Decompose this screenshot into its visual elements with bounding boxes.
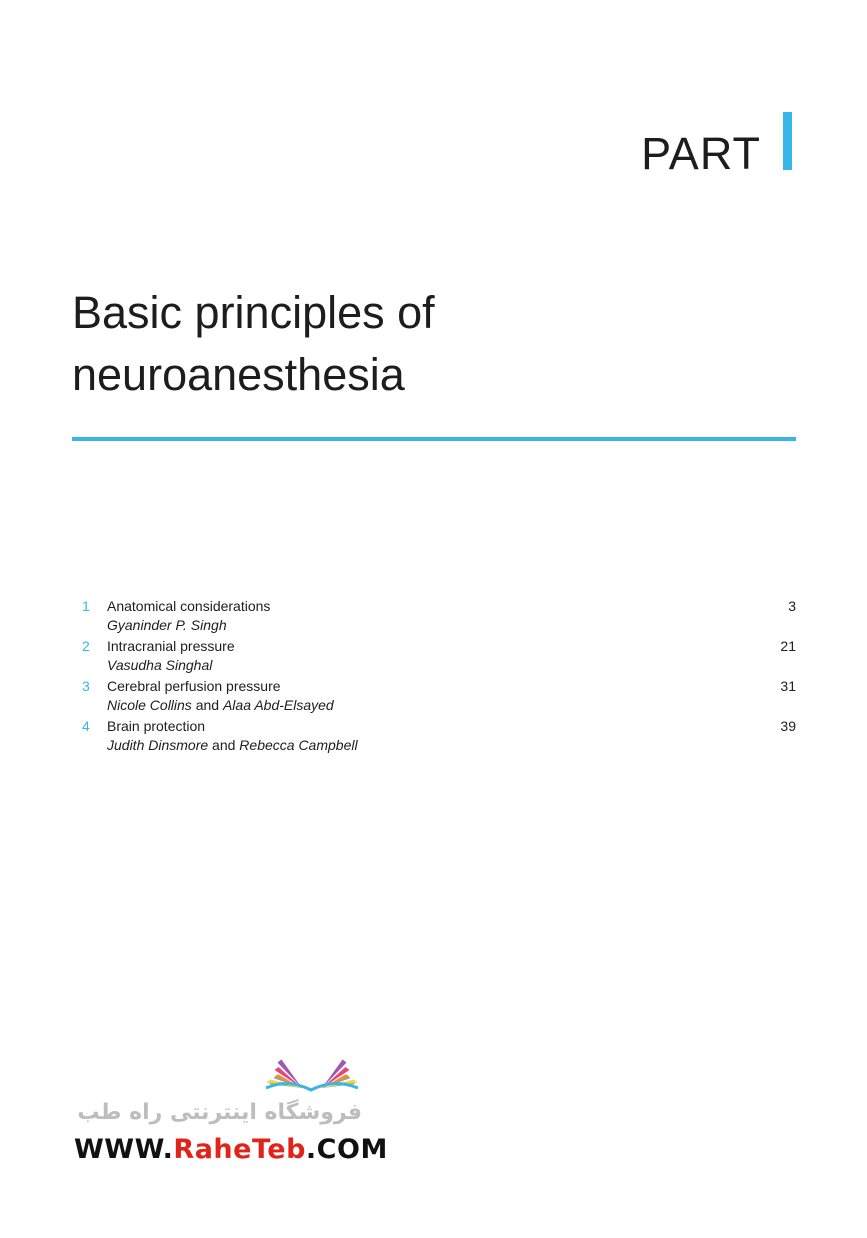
author-name: Gyaninder P. Singh — [107, 617, 227, 633]
chapter-title[interactable]: Intracranial pressure — [107, 638, 235, 654]
chapter-number: 2 — [82, 638, 90, 654]
store-name-persian: فروشگاه اینترنتی راه طب — [77, 1100, 362, 1125]
chapter-authors — [107, 697, 334, 713]
author-name: Nicole Collins — [107, 697, 192, 713]
author-name: Vasudha Singhal — [107, 657, 213, 673]
url-prefix: WWW. — [74, 1134, 174, 1165]
toc-entry[interactable] — [80, 718, 796, 758]
url-brand: RaheTeb — [173, 1134, 306, 1165]
chapter-title[interactable]: Brain protection — [107, 718, 206, 734]
author-name: Judith Dinsmore — [107, 737, 209, 753]
open-book-icon — [262, 1048, 362, 1094]
chapter-number: 1 — [82, 598, 90, 614]
toc-entry[interactable] — [80, 678, 796, 718]
watermark-logo — [74, 1048, 388, 1168]
chapter-number: 3 — [82, 678, 90, 694]
chapter-authors — [107, 617, 227, 633]
title-divider — [72, 437, 796, 441]
chapter-title[interactable]: Anatomical considerations — [107, 598, 271, 614]
chapter-page: 21 — [780, 638, 796, 654]
toc-entry[interactable] — [80, 638, 796, 678]
table-of-contents — [80, 598, 796, 758]
part-label: PART — [641, 128, 761, 179]
chapter-authors — [107, 737, 358, 753]
author-separator: and — [191, 697, 223, 713]
author-name: Rebecca Campbell — [239, 737, 358, 753]
part-number-bar — [783, 112, 792, 170]
part-title-line-2: neuroanesthesia — [72, 349, 405, 400]
author-name: Alaa Abd-Elsayed — [222, 697, 334, 713]
part-title — [72, 282, 772, 406]
store-url[interactable] — [74, 1134, 388, 1165]
chapter-title[interactable]: Cerebral perfusion pressure — [107, 678, 281, 694]
part-title-line-1: Basic principles of — [72, 287, 435, 338]
chapter-page: 39 — [780, 718, 796, 734]
chapter-authors — [107, 657, 212, 673]
toc-entry[interactable] — [80, 598, 796, 638]
author-separator: and — [208, 737, 240, 753]
chapter-page: 3 — [788, 598, 796, 614]
chapter-page: 31 — [780, 678, 796, 694]
chapter-number: 4 — [82, 718, 90, 734]
url-suffix: .COM — [305, 1134, 388, 1165]
part-header — [641, 128, 792, 180]
